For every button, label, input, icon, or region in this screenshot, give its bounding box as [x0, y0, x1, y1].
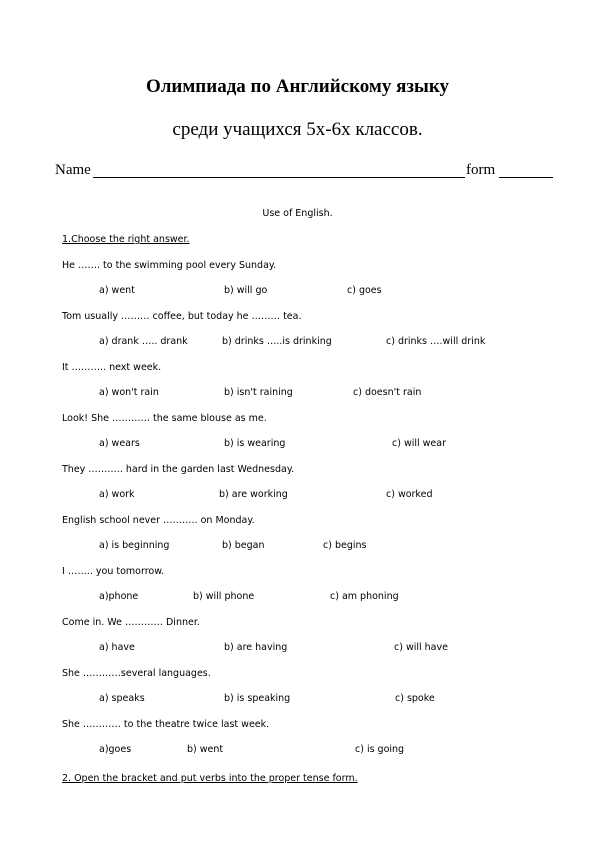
answer-option-c[interactable]: c) drinks ….will drink [386, 336, 486, 347]
question-text: Come in. We ………… Dinner. [62, 617, 200, 628]
section-title: Use of English. [262, 208, 333, 219]
question-text: She …………several languages. [62, 668, 211, 679]
answer-option-c[interactable]: c) begins [323, 540, 367, 551]
answer-option-a[interactable]: a) have [99, 642, 135, 653]
title-normal-part: Олимпиада по [145, 76, 276, 97]
answer-option-a[interactable]: a) work [99, 489, 135, 500]
question-text: Tom usually ……… coffee, but today he ……… tea. [62, 311, 302, 322]
question-text: I …….. you tomorrow. [62, 566, 165, 577]
answer-option-b[interactable]: b) is speaking [224, 693, 291, 704]
name-input-line[interactable] [93, 177, 465, 178]
task1-heading: 1.Choose the right answer. [62, 234, 190, 245]
answer-option-c[interactable]: c) will have [394, 642, 448, 653]
name-form-row [55, 160, 553, 182]
answer-option-a[interactable]: a) wears [99, 438, 140, 449]
answer-option-c[interactable]: c) spoke [395, 693, 435, 704]
olympiad-subtitle: среди учащихся 5х-6х классов. [172, 119, 423, 140]
answer-option-b[interactable]: b) is wearing [224, 438, 286, 449]
answer-option-b[interactable]: b) are working [219, 489, 288, 500]
answer-option-b[interactable]: b) are having [224, 642, 288, 653]
olympiad-title [0, 76, 595, 98]
answer-option-a[interactable]: a) went [99, 285, 135, 296]
answer-option-c[interactable]: c) will wear [392, 438, 446, 449]
answer-option-a[interactable]: a) drank ….. drank [99, 336, 188, 347]
answer-option-c[interactable]: c) is going [355, 744, 405, 755]
answer-option-a[interactable]: a) speaks [99, 693, 145, 704]
answer-option-c[interactable]: c) goes [347, 285, 382, 296]
task2-heading: 2. Open the bracket and put verbs into the proper tense form. [62, 773, 358, 784]
answer-option-a[interactable]: a)goes [99, 744, 132, 755]
question-text: Look! She ………… the same blouse as me. [62, 413, 267, 424]
answer-option-b[interactable]: b) will go [224, 285, 268, 296]
form-input-line[interactable] [499, 177, 553, 178]
answer-option-a[interactable]: a) is beginning [99, 540, 170, 551]
answer-option-c[interactable]: c) worked [386, 489, 433, 500]
question-text: English school never ……….. on Monday. [62, 515, 255, 526]
question-text: She ………… to the theatre twice last week. [62, 719, 270, 730]
answer-option-c[interactable]: c) doesn't rain [353, 387, 422, 398]
answer-option-b[interactable]: b) isn't raining [224, 387, 293, 398]
title-bold-part: Английскому языку [275, 76, 450, 97]
answer-option-a[interactable]: a)phone [99, 591, 139, 602]
answer-option-b[interactable]: b) will phone [193, 591, 255, 602]
name-label: Name [55, 162, 91, 178]
question-text: He ……. to the swimming pool every Sunday. [62, 260, 277, 271]
answer-option-b[interactable]: b) began [222, 540, 265, 551]
form-label: form [466, 162, 496, 178]
answer-option-c[interactable]: c) am phoning [330, 591, 399, 602]
answer-option-b[interactable]: b) drinks …..is drinking [222, 336, 332, 347]
question-text: It ……….. next week. [62, 362, 162, 373]
answer-option-b[interactable]: b) went [187, 744, 224, 755]
question-text: They ……….. hard in the garden last Wednesday. [62, 464, 295, 475]
answer-option-a[interactable]: a) won't rain [99, 387, 159, 398]
